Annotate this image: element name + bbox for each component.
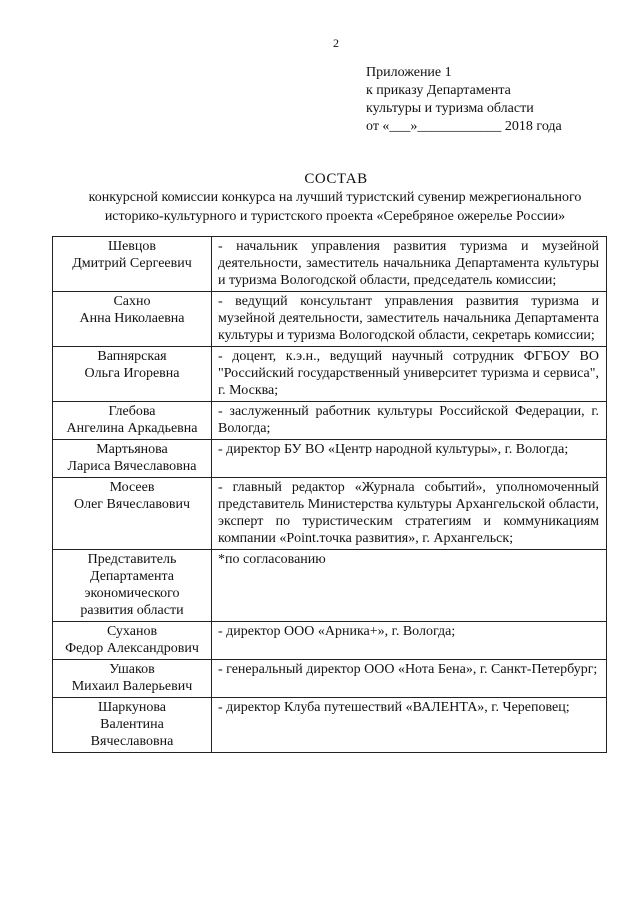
member-name-line: Департамента <box>89 569 175 584</box>
appendix-line: Приложение 1 <box>366 65 452 80</box>
member-name-line: Мосеев <box>109 480 155 495</box>
appendix-header <box>366 64 626 136</box>
member-role-text: - генеральный директор ООО «Нота Бена», г. Санкт-Петербург; <box>218 662 598 677</box>
member-name <box>53 402 212 440</box>
member-name-line: Глебова <box>108 404 156 419</box>
member-role-text: - главный редактор «Журнала событий», уполномоченный представитель Министерства культуры Архангельской области, эксперт по туристическим стратегиям и коммуникациям компании «Point.точка развития», г. Архангельск; <box>218 480 599 546</box>
member-role-text: - директор Клуба путешествий «ВАЛЕНТА», г. Череповец; <box>218 700 570 715</box>
member-name <box>53 237 212 292</box>
member-name-line: Валентина <box>100 717 164 732</box>
appendix-line: культуры и туризма области <box>366 101 534 116</box>
member-name-line: Сахно <box>113 294 151 309</box>
subtitle-line: историко-культурного и туристского проекта «Серебряное ожерелье России» <box>104 209 566 224</box>
document-subtitle <box>40 188 630 226</box>
member-role <box>212 622 607 660</box>
member-role <box>212 478 607 550</box>
member-name <box>53 550 212 622</box>
document-title: СОСТАВ <box>304 171 368 187</box>
member-name-line: Дмитрий Сергеевич <box>72 256 192 271</box>
table-row <box>53 622 607 660</box>
member-role-text: - директор БУ ВО «Центр народной культуры», г. Вологда; <box>218 442 569 457</box>
member-name-line: Федор Александрович <box>65 641 199 656</box>
member-role <box>212 237 607 292</box>
member-name <box>53 478 212 550</box>
members-table-body <box>53 237 607 753</box>
member-role-text: - заслуженный работник культуры Российской Федерации, г. Вологда; <box>218 404 599 436</box>
member-name-line: Ангелина Аркадьевна <box>66 421 198 436</box>
page-number: 2 <box>333 36 339 50</box>
commission-members-table <box>52 236 607 753</box>
member-role <box>212 347 607 402</box>
table-row <box>53 440 607 478</box>
table-row <box>53 347 607 402</box>
table-row <box>53 660 607 698</box>
member-name <box>53 622 212 660</box>
member-name <box>53 440 212 478</box>
member-role-text: - ведущий консультант управления развития туризма и музейной деятельности, заместитель начальника Департамента культуры и туризма Вологодской области, секретарь комиссии; <box>218 294 599 343</box>
table-row <box>53 402 607 440</box>
member-name-line: Суханов <box>106 624 158 639</box>
member-role <box>212 402 607 440</box>
member-role <box>212 292 607 347</box>
member-name-line: Анна Николаевна <box>79 311 185 326</box>
member-role <box>212 550 607 622</box>
member-name-line: Олег Вячеславович <box>73 497 190 512</box>
member-name-line: Ушаков <box>109 662 155 677</box>
member-name <box>53 347 212 402</box>
table-row <box>53 550 607 622</box>
member-role <box>212 660 607 698</box>
table-row <box>53 237 607 292</box>
subtitle-line: конкурсной комиссии конкурса на лучший туристский сувенир межрегионального <box>88 190 582 205</box>
member-role-text: - директор ООО «Арника+», г. Вологда; <box>218 624 456 639</box>
table-row <box>53 478 607 550</box>
member-name-line: экономического <box>84 586 180 601</box>
table-row <box>53 698 607 753</box>
member-name-line: Представитель <box>87 552 177 567</box>
member-name-line: Лариса Вячеславовна <box>67 459 197 474</box>
table-row <box>53 292 607 347</box>
member-role-text: - начальник управления развития туризма и музейной деятельности, заместитель начальника Департамента культуры и туризма Вологодской области, председатель комиссии; <box>218 239 599 288</box>
member-name-line: Ольга Игоревна <box>84 366 180 381</box>
member-role <box>212 440 607 478</box>
member-role-text: *по согласованию <box>218 552 326 567</box>
member-name <box>53 698 212 753</box>
appendix-line: от «___»____________ 2018 года <box>366 119 562 134</box>
member-name-line: развития области <box>80 603 184 618</box>
member-name-line: Шаркунова <box>97 700 167 715</box>
member-name-line: Вапнярская <box>97 349 167 364</box>
member-role <box>212 698 607 753</box>
member-name-line: Шевцов <box>107 239 157 254</box>
member-name <box>53 660 212 698</box>
member-name <box>53 292 212 347</box>
appendix-line: к приказу Департамента <box>366 83 511 98</box>
member-name-line: Михаил Валерьевич <box>71 679 193 694</box>
member-name-line: Вячеславовна <box>90 734 174 749</box>
member-role-text: - доцент, к.э.н., ведущий научный сотрудник ФГБОУ ВО "Российский государственный университет туризма и сервиса", г. Москва; <box>218 349 599 398</box>
member-name-line: Мартьянова <box>96 442 168 457</box>
